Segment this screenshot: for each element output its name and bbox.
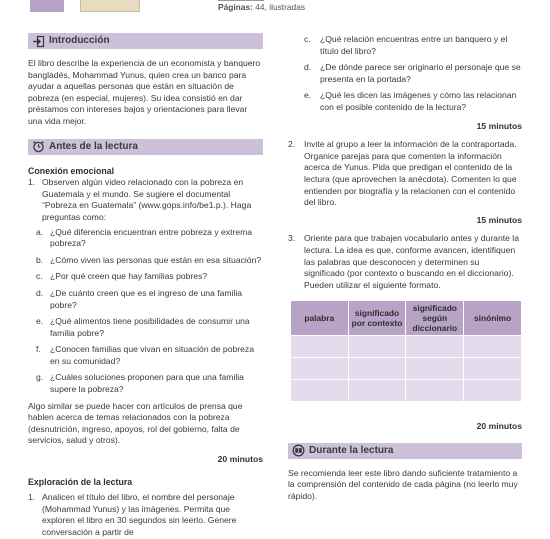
pages-value: 44, ilustradas — [255, 2, 306, 12]
question-item — [28, 255, 263, 267]
question-letter: d. — [36, 287, 44, 298]
table-cell[interactable] — [464, 358, 522, 380]
table-header-cell: sinónimo — [464, 301, 522, 336]
item-text: Analicen el título del libro, el nombre del personaje (Mohammad Yunus) y las imágenes. Permita que exploren el libro en 30 segundos sin leerlo. Genere conversación a partir de — [42, 492, 237, 537]
alarm-clock-icon — [32, 140, 45, 153]
item-number: 3. — [288, 233, 296, 244]
question-item — [288, 34, 522, 57]
question-letter: e. — [304, 90, 312, 101]
list-item — [28, 177, 263, 223]
time-label: 20 minutos — [476, 421, 522, 432]
list-item — [288, 139, 522, 209]
header-color-block — [30, 0, 64, 12]
item-text: Observen algún video relacionado con la pobreza en Guatemala y el mundo. Se sugiere el documental “Pobreza en Guatemala” (www.gops.info/be1.p.). Haga preguntas como: — [42, 177, 252, 222]
question-letter: c. — [36, 271, 43, 282]
enter-arrow-icon — [32, 35, 45, 48]
intro-section-header — [28, 33, 263, 49]
table-row — [291, 358, 522, 380]
question-item — [288, 90, 522, 113]
question-item — [28, 271, 263, 283]
table-header-cell: significado según diccionario — [406, 301, 464, 336]
before-reading-title: Antes de la lectura — [49, 140, 138, 152]
during-reading-title: Durante la lectura — [309, 445, 394, 457]
item-text: Invite al grupo a leer la información de la contraportada. Organice parejas para que comenten la información acerca de Yunus. Pida que predigan el contenido de la lectura (que aprovechen la anécdota). Comenten lo que entienden por biografía y la relacionen con el contenido del libro. — [304, 139, 517, 208]
list-item — [28, 492, 263, 538]
question-text: ¿Qué les dicen las imágenes y cómo las relacionan con el posible contenido de la lectura? — [320, 90, 517, 112]
pages-info — [218, 1, 305, 13]
question-letter: d. — [304, 62, 312, 73]
table-cell[interactable] — [464, 336, 522, 358]
question-text: ¿Por qué creen que hay familias pobres? — [50, 271, 208, 282]
question-list-continued — [288, 34, 522, 114]
question-list — [28, 227, 263, 396]
table-cell[interactable] — [406, 336, 464, 358]
question-text: ¿Qué alimentos tiene posibilidades de consumir una familia pobre? — [50, 316, 250, 338]
question-text: ¿Cuáles soluciones proponen para que una familia supere la pobreza? — [50, 372, 244, 395]
question-letter: e. — [36, 316, 44, 327]
before-reading-header — [28, 139, 263, 155]
question-text: ¿De dónde parece ser originario el personaje que se presenta en la portada? — [320, 62, 521, 84]
left-column — [28, 33, 263, 539]
table-cell[interactable] — [291, 380, 349, 402]
question-item — [28, 372, 263, 395]
exploracion-heading: Exploración de la lectura — [28, 476, 133, 487]
right-column — [288, 34, 522, 503]
table-cell[interactable] — [406, 358, 464, 380]
question-item — [28, 288, 263, 311]
question-letter: c. — [304, 34, 311, 44]
table-header-cell: palabra — [291, 301, 349, 336]
list-item — [288, 233, 522, 291]
intro-title: Introducción — [49, 35, 110, 47]
table-cell[interactable] — [291, 336, 349, 358]
reading-face-icon — [292, 444, 305, 457]
intro-text: El libro describe la experiencia de un economista y banquero bangladés, Mohammad Yunus, quien crea un banco para ayudar a aquellas personas que están en situación de pobreza (en especial, mujeres). Su idea consistió en dar préstamos con intereses bajos y orientaciones para llevar una vida mejor. — [28, 58, 261, 126]
question-item — [28, 316, 263, 339]
item-number: 2. — [288, 139, 296, 150]
question-letter: a. — [36, 226, 44, 237]
question-text: ¿Qué relación encuentras entre un banquero y el título del libro? — [320, 34, 508, 56]
extra-text: Algo similar se puede hacer con artículos de prensa que hablen acerca de temas relacionados con la pobreza (desnutrición, ingreso, apoyos, rol del gobierno, falta de servicios, salud y otros). — [28, 400, 243, 446]
table-header-row — [291, 301, 522, 336]
question-item — [288, 62, 522, 85]
question-letter: f. — [36, 344, 41, 355]
during-text: Se recomienda leer este libro dando suficiente tratamiento a la comprensión del contenido de cada página (no leerlo muy rápido). — [288, 467, 518, 502]
time-label: 20 minutos — [217, 454, 263, 465]
conexion-heading: Conexión emocional — [28, 165, 115, 176]
question-letter: g. — [36, 372, 44, 383]
item-number: 1. — [28, 177, 36, 188]
book-cover-thumbnail — [80, 0, 140, 12]
item-text: Oriente para que trabajen vocabulario antes y durante la lectura. La idea es que, conforme avancen, identifiquen las palabras que desconocen y determinen su significado (por contexto o buscando en el diccionario). Pueden utilizar el siguiente formato. — [304, 233, 519, 290]
question-letter: b. — [36, 254, 44, 265]
table-row — [291, 380, 522, 402]
table-cell[interactable] — [348, 358, 406, 380]
table-cell[interactable] — [406, 380, 464, 402]
question-text: ¿Qué diferencia encuentran entre pobreza y extrema pobreza? — [50, 226, 253, 249]
pages-label: Páginas: — [218, 2, 253, 12]
table-header-cell: significado por contexto — [348, 301, 406, 336]
item-number: 1. — [28, 492, 36, 503]
question-text: ¿De cuánto creen que es el ingreso de una familia pobre? — [50, 287, 243, 310]
table-row — [291, 336, 522, 358]
table-cell[interactable] — [348, 336, 406, 358]
table-cell[interactable] — [291, 358, 349, 380]
question-text: ¿Cómo viven las personas que están en esa situación? — [50, 254, 262, 265]
time-label: 15 minutos — [476, 214, 522, 225]
question-text: ¿Conocen familias que vivan en situación de pobreza en su comunidad? — [50, 344, 254, 366]
vocabulary-table — [290, 300, 522, 402]
table-cell[interactable] — [464, 380, 522, 402]
question-item — [28, 344, 263, 367]
during-reading-header — [288, 443, 522, 459]
table-cell[interactable] — [348, 380, 406, 402]
time-label: 15 minutos — [476, 120, 522, 131]
question-item — [28, 227, 263, 250]
